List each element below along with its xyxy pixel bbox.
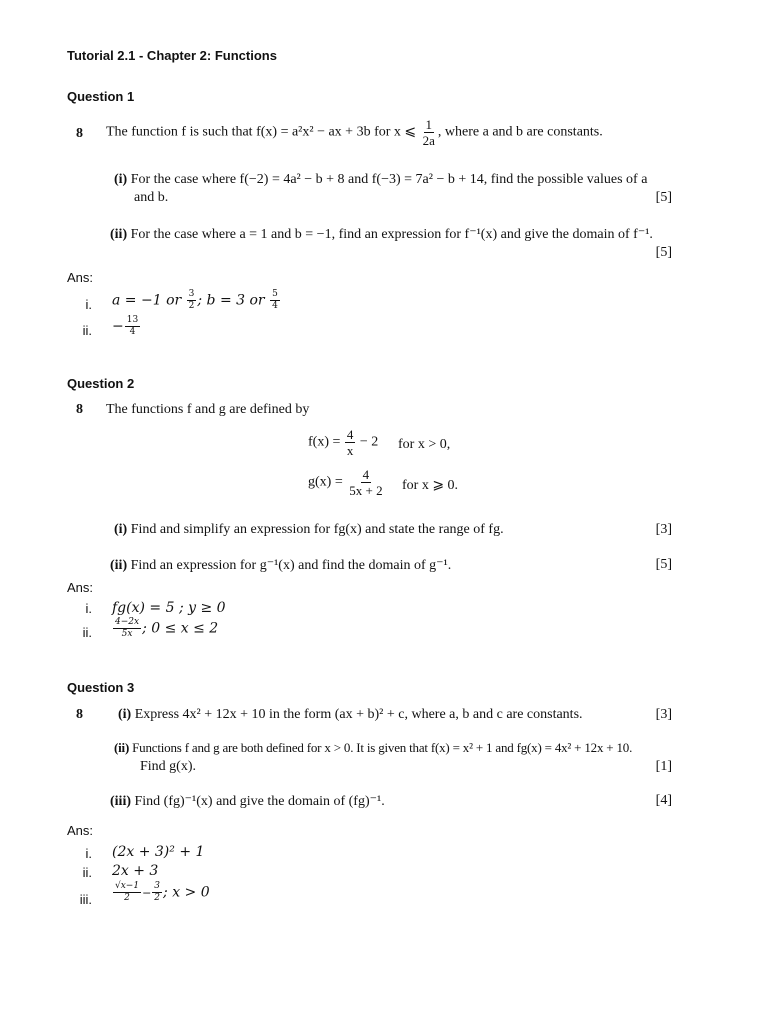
question-2-part-ii-marks: [5] [655, 557, 672, 572]
stem-text-end: , where a and b are constants. [437, 124, 603, 140]
question-2-part-i-marks: [3] [655, 522, 672, 537]
question-2-stem: The functions f and g are defined by [106, 402, 310, 417]
question-2-answer-label: Ans: [67, 580, 94, 595]
question-3-part-iii: (iii) Find (fg)⁻¹(x) and give the domain of (fg)⁻¹. [110, 794, 385, 809]
answer-3-ii-label: ii. [82, 865, 92, 880]
question-1-part-i-cont: and b. [134, 190, 169, 205]
g-domain: for x ⩾ 0. [402, 478, 459, 493]
answer-3-iii: $\frac{√x-1}{2}$ − $\frac{3}{2}$ ; x > 0 [115, 881, 210, 903]
answer-1-ii-label: ii. [82, 323, 92, 338]
answer-2-i-label: i. [85, 601, 92, 616]
answer-3-i-label: i. [85, 846, 92, 861]
question-3-number: 8 [76, 707, 83, 722]
answer-1-ii: − $\frac{13}{4}$ [112, 315, 139, 337]
question-1-stem [106, 118, 603, 147]
question-3-part-i-marks: [3] [655, 707, 672, 722]
question-3-answer-label: Ans: [67, 823, 94, 838]
question-2-part-i: (i) Find and simplify an expression for fg(x) and state the range of fg. [114, 522, 504, 537]
question-3-part-ii: (ii) Functions f and g are both defined for x > 0. It is given that f(x) = x² + 1 and fg(x) = 4x² + 12x + 10. [114, 740, 633, 755]
answer-3-i: (2x + 3)² + 1 [112, 844, 205, 860]
answer-1-i: a = −1 or $\frac{3}{2}$ ; b = 3 or $\frac{5}{4}$ [112, 289, 278, 311]
question-3-part-ii-cont: Find g(x). [140, 759, 196, 774]
answer-2-ii: $\frac{4-2x}{5x}$ ; 0 ≤ x ≤ 2 [115, 617, 219, 639]
question-1-answer-label: Ans: [67, 270, 94, 285]
question-2-heading: Question 2 [67, 376, 135, 391]
question-2-number: 8 [76, 402, 83, 417]
question-3-part-ii-marks: [1] [655, 759, 672, 774]
question-3-heading: Question 3 [67, 680, 135, 695]
answer-1-i-label: i. [85, 297, 92, 312]
answer-2-i: fg(x) = 5 ; y ≥ 0 [112, 600, 226, 616]
f-domain: for x > 0, [398, 437, 451, 452]
f-definition: f(x) = $\frac{4}{x}$ − 2 [308, 427, 379, 458]
stem-fraction: $\frac{1}{2a}$ [422, 117, 435, 148]
question-1-part-i-marks: [5] [655, 190, 672, 205]
answer-3-ii: 2x + 3 [112, 863, 159, 879]
question-3-part-iii-marks: [4] [655, 793, 672, 808]
answer-3-iii-label: iii. [79, 892, 92, 907]
stem-text: The function f is such that f(x) = a²x² − ax + 3b for x ⩽ [106, 124, 420, 140]
question-1-part-ii: (ii) For the case where a = 1 and b = −1, find an expression for f⁻¹(x) and give the domain of f⁻¹. [110, 227, 653, 242]
g-definition: g(x) = $\frac{4}{5x + 2}$ [308, 467, 383, 498]
question-1-heading: Question 1 [67, 89, 135, 104]
question-3-part-i: (i) Express 4x² + 12x + 10 in the form (ax + b)² + c, where a, b and c are constants. [118, 707, 583, 722]
answer-2-ii-label: ii. [82, 625, 92, 640]
question-1-part-ii-marks: [5] [655, 245, 672, 260]
page-title: Tutorial 2.1 - Chapter 2: Functions [67, 48, 277, 63]
question-1-part-i: (i) For the case where f(−2) = 4a² − b + 8 and f(−3) = 7a² − b + 14, find the possible values of a [114, 172, 648, 187]
question-1-number: 8 [76, 126, 83, 141]
question-2-part-ii: (ii) Find an expression for g⁻¹(x) and find the domain of g⁻¹. [110, 558, 452, 573]
